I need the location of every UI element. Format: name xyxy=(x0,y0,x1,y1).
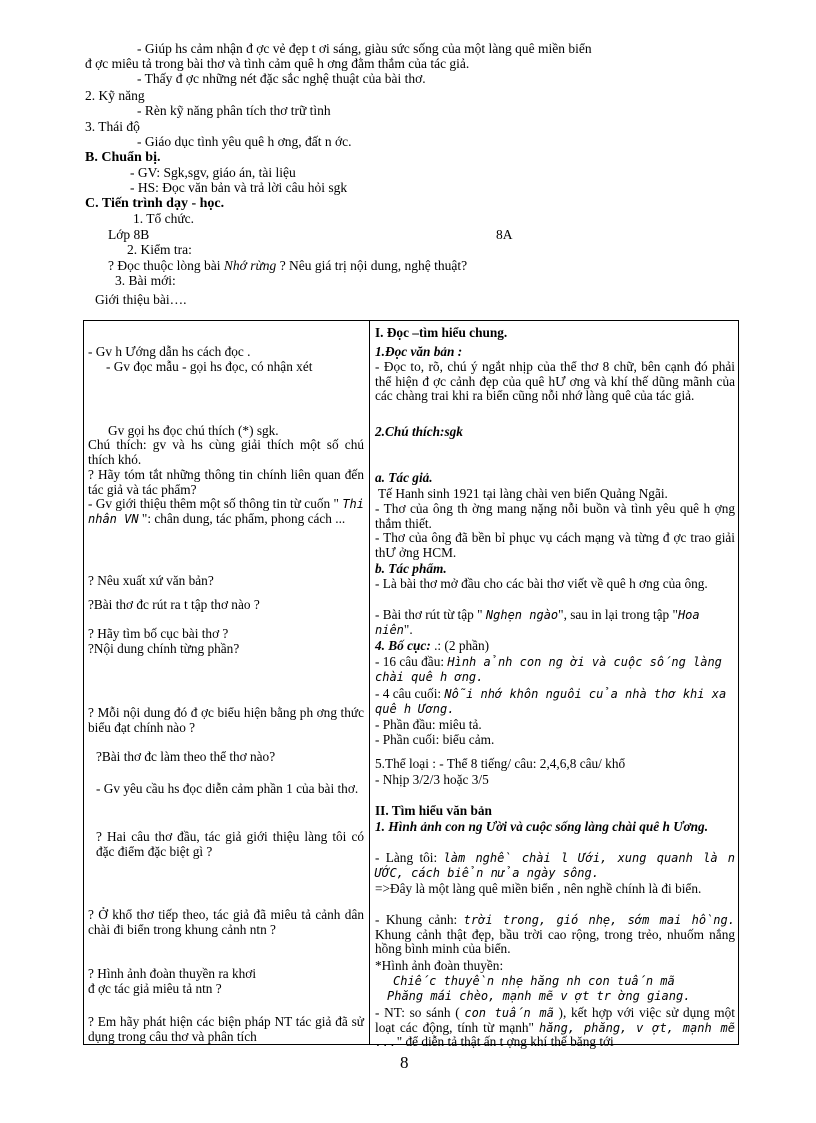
objective-line-3: - Thấy đ ợc những nét đặc sắc nghệ thuật của bài thơ. xyxy=(137,71,426,86)
structure-line: - Phần cuối: biểu cảm. xyxy=(375,732,495,747)
objective-line-1: - Giúp hs cảm nhận đ ợc vẻ đẹp t ơi sáng, giàu sức sống của một làng quê miền biển xyxy=(137,41,592,56)
structure-line: - 16 câu đầu: Hình ảnh con ng ời và cuộc sống làng chài quê h ơng. xyxy=(375,654,722,684)
left-row: ? Nêu xuất xứ văn bản? xyxy=(88,573,214,588)
village-line: - Làng tôi: làm nghề chài l Ưới, xung quanh là n ƯỚC, cách biển nửa ngày sông. xyxy=(375,850,736,880)
intro: Giới thiệu bài…. xyxy=(95,292,187,307)
left-row: ? Hãy tìm bố cục bài thơ ? xyxy=(88,626,229,641)
notes-heading: 2.Chú thích:sgk xyxy=(375,424,463,439)
preparation-heading: B. Chuẩn bị. xyxy=(85,150,161,165)
boat-heading: *Hình ảnh đoàn thuyền: xyxy=(375,958,504,973)
left-row: ? Ở khổ thơ tiếp theo, tác giả đã miêu tả cảnh dân chài đi biển trong khung cảnh ntn ? xyxy=(88,907,364,937)
author-line: - Thơ của ông đã bền bỉ phục vụ cách mạng và từng đ ợc trao giải thƯ ởng HCM. xyxy=(375,530,735,560)
left-row: Chú thích: gv và hs cùng giải thích một số chú thích khó. xyxy=(88,437,364,467)
structure-line: - Phần đầu: miêu tả. xyxy=(375,717,482,732)
section-1-heading: I. Đọc –tìm hiểu chung. xyxy=(375,325,508,340)
lesson-table xyxy=(83,320,739,1049)
page-number: 8 xyxy=(400,1053,409,1072)
form-line: 5.Thể loại : - Thể 8 tiếng/ câu: 2,4,6,8 câu/ khổ xyxy=(375,756,626,771)
nt-line: - NT: so sánh ( con tuấn mã ), kết hợp với việc sử dụng một loạt các động, tính từ mạnh" hăng, phăng, v ợt, mạnh mẽ ..." để diễn tả thật ấn t ợng khí thế băng tới xyxy=(375,1005,735,1049)
skills-line: - Rèn kỹ năng phân tích thơ trữ tình xyxy=(137,103,331,118)
skills-heading: 2. Kỹ năng xyxy=(85,88,145,103)
left-row: ?Bài thơ đc làm theo thể thơ nào? xyxy=(96,749,276,764)
structure-line: - 4 câu cuối: Nỗi nhớ khôn nguôi của nhà thơ khi xa quê h Ương. xyxy=(375,686,727,716)
objective-line-2: đ ợc miêu tả trong bài thơ và tình cảm quê h ơng đằm thắm của tác giả. xyxy=(85,56,470,71)
left-row: - Gv đọc mẫu - gọi hs đọc, có nhận xét xyxy=(106,359,313,374)
preparation-gv: - GV: Sgk,sgv, giáo án, tài liệu xyxy=(130,165,296,180)
attitude-heading: 3. Thái độ xyxy=(85,119,140,134)
column-divider xyxy=(369,321,370,1044)
left-row: ? Hai câu thơ đầu, tác giả giới thiệu làng tôi có đặc điểm đặc biệt gì ? xyxy=(96,829,364,859)
class-8b: Lớp 8B xyxy=(108,227,150,242)
left-row: - Gv giới thiệu thêm một số thông tin từ cuốn " Thi nhân VN ": chân dung, tác phẩm, phong cách ... xyxy=(88,496,364,526)
step-1: 1. Tổ chức. xyxy=(133,211,195,226)
author-heading: a. Tác giả. xyxy=(375,470,433,485)
work-line: - Là bài thơ mở đầu cho các bài thơ viết về quê h ơng của ông. xyxy=(375,576,708,591)
poem-line: Chiếc thuyền nhẹ hăng nh con tuấn mã xyxy=(393,974,675,988)
preparation-hs: - HS: Đọc văn bản và trả lời câu hỏi sgk xyxy=(130,180,348,195)
author-line: Tế Hanh sinh 1921 tại làng chài ven biển Quảng Ngãi. xyxy=(378,486,668,501)
read-heading: 1.Đọc văn bản : xyxy=(375,344,463,359)
scene-line: - Khung cảnh: trời trong, gió nhẹ, sớm mai hồng. Khung cảnh thật đẹp, bầu trời cao rộng, trong trẻo, nhuốm nắng hồng bình minh của biển. xyxy=(375,912,735,956)
left-row: Gv gọi hs đọc chú thích (*) sgk. xyxy=(108,423,279,438)
step-2: 2. Kiểm tra: xyxy=(127,242,192,257)
class-8a: 8A xyxy=(496,227,513,242)
step-3: 3. Bài mới: xyxy=(115,273,176,288)
left-row: - Gv yêu cầu hs đọc diễn cảm phần 1 của bài thơ. xyxy=(96,781,359,796)
left-row: ?Bài thơ đc rút ra t tập thơ nào ? xyxy=(88,597,260,612)
attitude-line: - Giáo dục tình yêu quê h ơng, đất n ớc. xyxy=(137,134,352,149)
structure-heading: 4. Bố cục: .: (2 phần) xyxy=(375,638,490,653)
left-row: đ ợc tác giả miêu tả ntn ? xyxy=(88,981,222,996)
work-heading: b. Tác phẩm. xyxy=(375,561,447,576)
left-row: ? Hãy tóm tắt những thông tin chính liên quan đến tác giả và tác phẩm? xyxy=(88,467,364,497)
process-heading: C. Tiến trình dạy - học. xyxy=(85,196,225,211)
left-row: ?Nội dung chính từng phần? xyxy=(88,641,240,656)
left-row: - Gv h Ướng dẫn hs cách đọc . xyxy=(88,344,251,359)
left-row: ? Em hãy phát hiện các biện pháp NT tác giả đã sử dụng trong câu thơ và phân tích xyxy=(88,1014,364,1044)
form-line: - Nhịp 3/2/3 hoặc 3/5 xyxy=(375,772,489,787)
left-row: ? Mỗi nội dung đó đ ợc biểu hiện bằng ph ơng thức biểu đạt chính nào ? xyxy=(88,705,364,735)
read-text: - Đọc to, rõ, chú ý ngắt nhịp của thể thơ 8 chữ, bên cạnh đó phải thể hiện đ ợc cảnh đẹp của quê hƯ ơng và khí thế dũng mãnh của các chàng trai khi ra biển cũng nỗi nhớ làng quê của tác giả. xyxy=(375,359,735,403)
author-line: - Thơ của ông th ờng mang nặng nỗi buồn và tình yêu quê h ợng thắm thiết. xyxy=(375,501,735,531)
poem-line: Phăng mái chèo, mạnh mẽ v ợt tr ờng giang. xyxy=(387,989,691,1003)
village-line: =>Đây là một làng quê miền biển , nên nghề chính là đi biển. xyxy=(375,881,702,896)
section-2-1-heading: 1. Hình ảnh con ng Ười và cuộc sống làng chài quê h Ương. xyxy=(375,819,709,834)
left-row: ? Hình ảnh đoàn thuyền ra khơi xyxy=(88,966,257,981)
check-question: ? Đọc thuộc lòng bài Nhớ rừng ? Nêu giá trị nội dung, nghệ thuật? xyxy=(108,258,468,273)
work-line: - Bài thơ rút từ tập " Nghẹn ngào", sau in lại trong tập "Hoa niên". xyxy=(375,607,700,637)
section-2-heading: II. Tìm hiểu văn bản xyxy=(375,803,492,818)
